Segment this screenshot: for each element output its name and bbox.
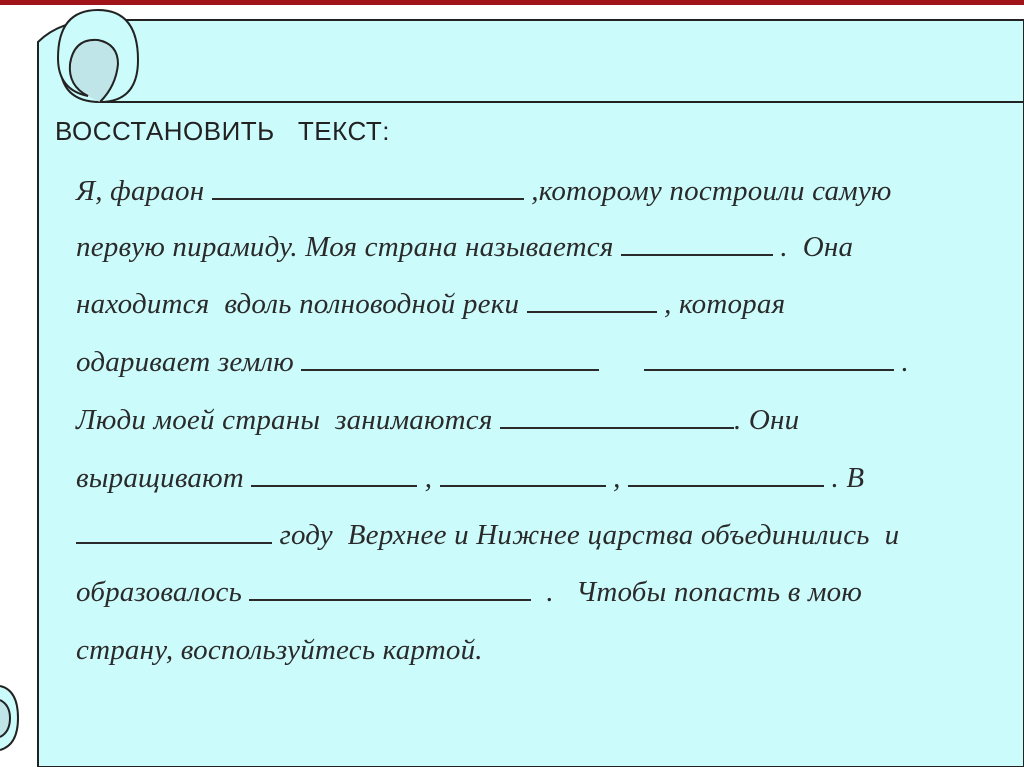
answer-blank[interactable] [621,234,773,256]
text-line-9 [76,634,483,667]
text-line-2 [76,231,853,264]
answer-blank[interactable] [301,349,599,371]
text-segment: Люди моей страны занимаются [76,404,500,436]
text-segment: . В [824,462,865,494]
answer-blank[interactable] [212,178,524,200]
answer-blank[interactable] [500,407,734,429]
answer-blank[interactable] [251,465,417,487]
answer-blank[interactable] [249,579,531,601]
text-line-1 [76,175,892,208]
text-line-5 [76,404,799,437]
answer-blank[interactable] [644,349,894,371]
text-segment: , которая [656,288,786,320]
text-segment: . Чтобы попасть в мою [531,576,863,608]
text-segment: году Верхнее и Нижнее царства объединились и [272,519,900,551]
text-line-7 [76,519,899,552]
answer-blank[interactable] [440,465,606,487]
text-segment: . Она [772,231,854,263]
text-segment: выращивают [76,462,252,494]
text-segment: ,которому построили самую [523,175,892,207]
text-segment [599,346,644,378]
text-segment: , [417,462,440,494]
text-segment: страну, воспользуйтесь картой. [76,634,483,666]
text-segment: , [605,462,629,494]
text-line-6 [76,462,864,495]
text-line-4 [76,346,909,379]
text-segment: . Они [733,404,800,436]
text-segment: . [894,346,909,378]
text-segment: одаривает землю [76,346,302,378]
text-line-3 [76,288,785,321]
text-segment: образовалось [76,576,250,608]
answer-blank[interactable] [76,522,272,544]
answer-blank[interactable] [628,465,824,487]
text-line-8 [76,576,862,609]
answer-blank[interactable] [527,291,657,313]
worksheet-heading: ВОССТАНОВИТЬ ТЕКСТ: [55,116,390,146]
text-segment: находится вдоль полноводной реки [76,288,527,320]
text-segment: Я, фараон [76,175,212,207]
text-segment: первую пирамиду. Моя страна называется [76,231,621,263]
